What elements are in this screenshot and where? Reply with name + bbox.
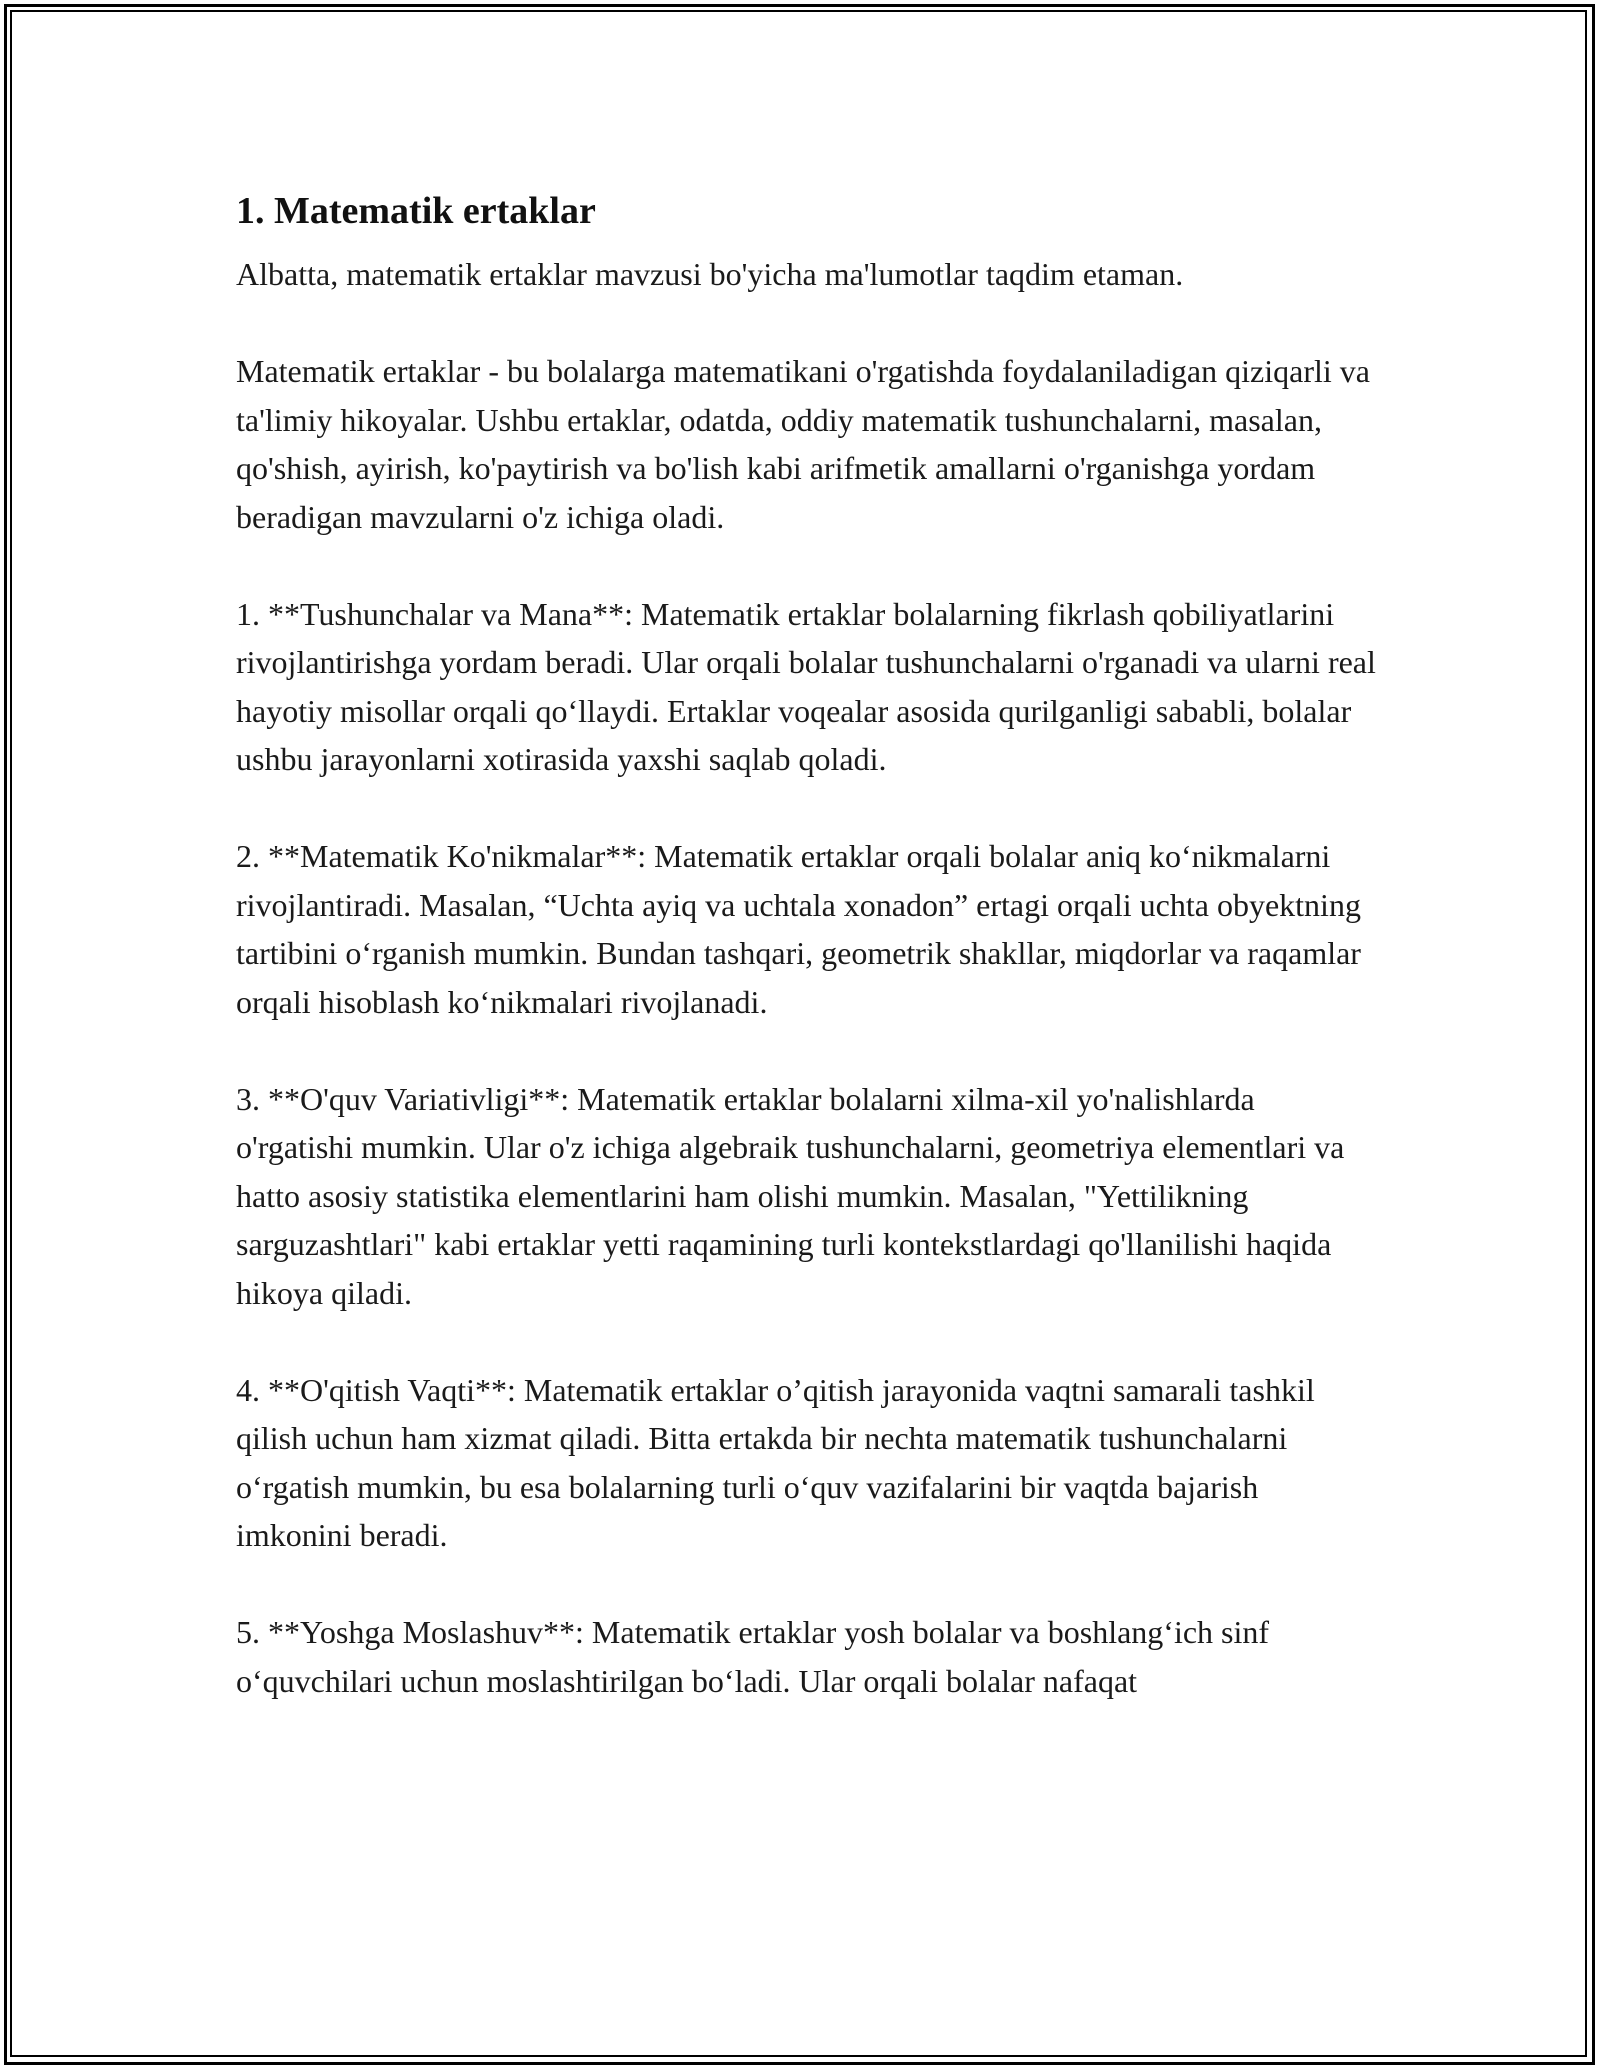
list-item-1: 1. **Tushunchalar va Mana**: Matematik ertaklar bolalarning fikrlash qobiliyatlarini rivojlantirishga yordam beradi. Ular orqali bolalar tushunchalarni o'rganadi va ularni real hayotiy misollar orqali qo‘llaydi. Ertaklar voqealar asosida qurilganligi sababli, bolalar ushbu jarayonlarni xotirasida yaxshi saqlab qoladi. — [236, 595, 1376, 777]
list-item-3: 3. **O'quv Variativligi**: Matematik ertaklar bolalarni xilma-xil yo'nalishlarda o'rgatishi mumkin. Ular o'z ichiga algebraik tushunchalarni, geometriya elementlari va hatto asosiy statistika elementlarini ham olishi mumkin. Masalan, "Yettilikning sarguzashtlari" kabi ertaklar yetti raqamining turli kontekstlardagi qo'llanilishi haqida hikoya qiladi. — [236, 1080, 1345, 1311]
intro-paragraph: Albatta, matematik ertaklar mavzusi bo'yicha ma'lumotlar taqdim etaman. — [236, 256, 1184, 292]
list-item-4: 4. **O'qitish Vaqti**: Matematik ertaklar o’qitish jarayonida vaqtni samarali tashkil qilish uchun ham xizmat qiladi. Bitta ertakda bir nechta matematik tushunchalarni o‘rgatish mumkin, bu esa bolalarning turli o‘quv vazifalarini bir vaqtda bajarish imkonini beradi. — [236, 1371, 1315, 1553]
definition-paragraph: Matematik ertaklar - bu bolalarga matematikani o'rgatishda foydalaniladigan qiziqarli va ta'limiy hikoyalar. Ushbu ertaklar, odatda, oddiy matematik tushunchalarni, masalan, qo'shish, ayirish, ko'paytirish va bo'lish kabi arifmetik amallarni o'rganishga yordam beradigan mavzularni o'z ichiga oladi. — [236, 353, 1370, 535]
document-heading: 1. Matematik ertaklar — [236, 190, 596, 232]
list-item-5: 5. **Yoshga Moslashuv**: Matematik ertaklar yosh bolalar va boshlang‘ich sinf o‘quvchilari uchun moslashtirilgan bo‘ladi. Ular orqali bolalar nafaqat — [236, 1614, 1270, 1699]
document-body — [236, 186, 1376, 1754]
list-item-2: 2. **Matematik Ko'nikmalar**: Matematik ertaklar orqali bolalar aniq ko‘nikmalarni rivojlantiradi. Masalan, “Uchta ayiq va uchtala xonadon” ertagi orqali uchta obyektning tartibini o‘rganish mumkin. Bundan tashqari, geometrik shakllar, miqdorlar va raqamlar orqali hisoblash ko‘nikmalari rivojlanadi. — [236, 838, 1361, 1020]
